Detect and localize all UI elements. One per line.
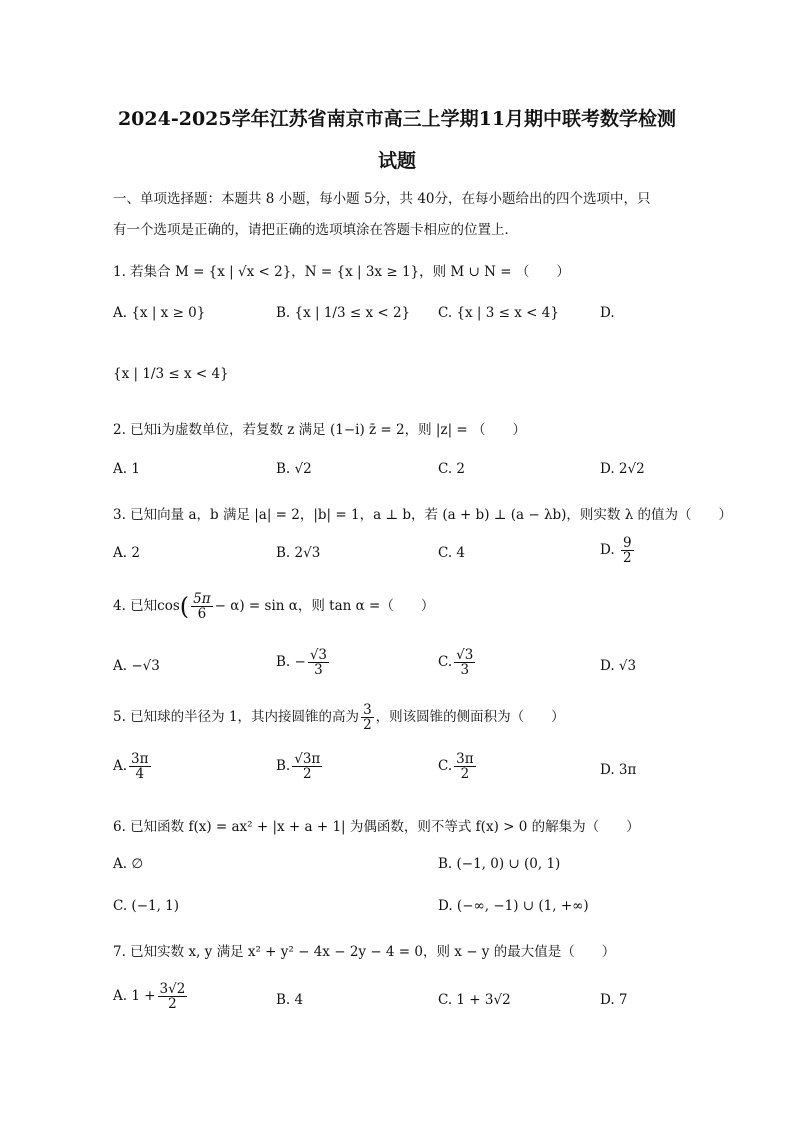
question-7-stem: 7. 已知实数 x, y 满足 x² + y² − 4x − 2y − 4 = 0，则 x − y 的最大值是（ ） [113, 944, 616, 960]
question-3-stem: 3. 已知向量 a，b 满足 |a| = 2，|b| = 1，a ⊥ b，若 (a + b) ⊥ (a − λb)，则实数 λ 的值为（ ） [113, 507, 733, 523]
question-6-option-d: D. (−∞, −1) ∪ (1, +∞) [438, 898, 589, 914]
question-4-option-c: C. $\frac{√3}{3}$ [438, 647, 474, 679]
question-5-stem: 5. 已知球的半径为 1，其内接圆锥的高为 $\frac{3}{2}$ ，则该圆锥的侧面积为（ ） [113, 702, 565, 734]
question-7-option-c: C. 1 + 3√2 [438, 992, 511, 1008]
question-7-option-b: B. 4 [276, 992, 304, 1008]
question-3-option-a: A. 2 [113, 545, 140, 561]
question-2-stem: 2. 已知i为虚数单位，若复数 z 满足 (1−i) z̄ = 2，则 |z| = （ ） [113, 422, 527, 438]
question-1-option-c: C. {x | 3 ≤ x < 4} [438, 305, 559, 321]
question-2-option-d: D. 2√2 [600, 461, 645, 477]
question-6-option-b: B. (−1, 0) ∪ (0, 1) [438, 856, 561, 872]
question-7-option-a: A. 1 + $\frac{3√2}{2}$ [113, 981, 186, 1013]
question-3-option-c: C. 4 [438, 545, 466, 561]
question-2-option-a: A. 1 [113, 461, 140, 477]
question-1-stem: 1. 若集合 M = {x | √x < 2}，N = {x | 3x ≥ 1}，则 M ∪ N = （ ） [113, 264, 570, 280]
question-5-option-a: A. $\frac{3\pi}{4}$ [113, 751, 149, 783]
question-5-option-d: D. 3π [600, 762, 637, 778]
question-6-option-c: C. (−1, 1) [113, 898, 180, 914]
page-title-line2: 试题 [377, 150, 416, 172]
question-1-option-b: B. {x | 1/3 ≤ x < 2} [276, 305, 411, 321]
question-3-option-b: B. 2√3 [276, 545, 321, 561]
section-instruction-line2: 有一个选项是正确的，请把正确的选项填涂在答题卡相应的位置上． [113, 222, 518, 238]
question-6-stem: 6. 已知函数 f(x) = ax² + |x + a + 1| 为偶函数，则不等式 f(x) > 0 的解集为（ ） [113, 819, 640, 835]
question-4-stem: 4. 已知cos( $\frac{5\pi}{6}$ − α) = sin α，则 tan α =（ ） [113, 591, 435, 623]
question-6-option-a: A. ∅ [113, 856, 144, 872]
section-instruction-line1: 一、单项选择题：本题共 8 小题，每小题 5分，共 40分，在每小题给出的四个选项中，只 [113, 191, 651, 207]
question-4-option-b: B. − $\frac{√3}{3}$ [276, 647, 328, 679]
question-4-option-a: A. −√3 [113, 658, 160, 674]
question-3-option-d-label: D. [600, 542, 615, 559]
question-3-option-d-fraction: $\frac{9}{2}$ [622, 535, 632, 567]
page-title-line1: 2024-2025学年江苏省南京市高三上学期11月期中联考数学检测 [117, 108, 677, 130]
question-1-option-d-label: D. [600, 305, 615, 321]
question-2-option-c: C. 2 [438, 461, 466, 477]
question-4-option-d: D. √3 [600, 658, 637, 674]
question-5-option-b: B. $\frac{√3\pi}{2}$ [276, 751, 321, 783]
question-5-option-c: C. $\frac{3\pi}{2}$ [438, 751, 474, 783]
question-3-option-d [600, 536, 636, 565]
question-7-option-d: D. 7 [600, 992, 628, 1008]
question-1-option-a: A. {x | x ≥ 0} [113, 305, 206, 321]
question-2-option-b: B. √2 [276, 461, 312, 477]
question-1-option-d: {x | 1/3 ≤ x < 4} [113, 366, 229, 382]
